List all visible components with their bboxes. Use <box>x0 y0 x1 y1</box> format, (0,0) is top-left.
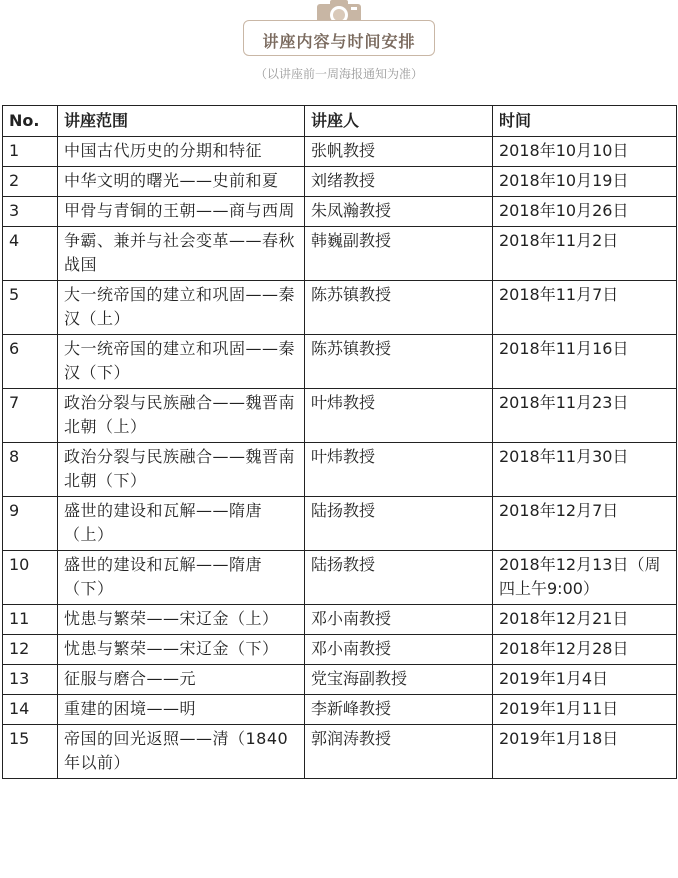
cell-speaker: 邓小南教授 <box>305 635 493 665</box>
cell-speaker: 刘绪教授 <box>305 167 493 197</box>
cell-no: 1 <box>3 137 58 167</box>
cell-topic: 中华文明的曙光——史前和夏 <box>58 167 305 197</box>
cell-time: 2018年11月2日 <box>493 227 677 281</box>
cell-no: 3 <box>3 197 58 227</box>
table-row <box>3 137 677 167</box>
cell-time: 2019年1月11日 <box>493 695 677 725</box>
cell-no: 14 <box>3 695 58 725</box>
cell-topic: 盛世的建设和瓦解——隋唐（上） <box>58 497 305 551</box>
header <box>0 0 678 90</box>
cell-speaker: 李新峰教授 <box>305 695 493 725</box>
table-row <box>3 551 677 605</box>
cell-no: 2 <box>3 167 58 197</box>
cell-topic: 重建的困境——明 <box>58 695 305 725</box>
cell-topic: 忧患与繁荣——宋辽金（下） <box>58 635 305 665</box>
cell-speaker: 陆扬教授 <box>305 551 493 605</box>
cell-topic: 大一统帝国的建立和巩固——秦汉（下） <box>58 335 305 389</box>
cell-no: 13 <box>3 665 58 695</box>
cell-topic: 中国古代历史的分期和特征 <box>58 137 305 167</box>
cell-time: 2019年1月18日 <box>493 725 677 779</box>
cell-time: 2018年10月19日 <box>493 167 677 197</box>
cell-speaker: 邓小南教授 <box>305 605 493 635</box>
cell-no: 6 <box>3 335 58 389</box>
table-row <box>3 665 677 695</box>
page-title: 讲座内容与时间安排 <box>262 32 416 51</box>
cell-no: 9 <box>3 497 58 551</box>
table-row <box>3 389 677 443</box>
cell-no: 4 <box>3 227 58 281</box>
cell-topic: 政治分裂与民族融合——魏晋南北朝（上） <box>58 389 305 443</box>
cell-topic: 忧患与繁荣——宋辽金（上） <box>58 605 305 635</box>
column-header-speaker: 讲座人 <box>305 106 493 137</box>
column-header-no: No. <box>3 106 58 137</box>
schedule-table <box>2 105 677 779</box>
cell-speaker: 叶炜教授 <box>305 443 493 497</box>
cell-no: 15 <box>3 725 58 779</box>
cell-time: 2018年11月7日 <box>493 281 677 335</box>
cell-topic: 大一统帝国的建立和巩固——秦汉（上） <box>58 281 305 335</box>
cell-speaker: 叶炜教授 <box>305 389 493 443</box>
table-row <box>3 281 677 335</box>
cell-topic: 盛世的建设和瓦解——隋唐（下） <box>58 551 305 605</box>
cell-time: 2018年12月21日 <box>493 605 677 635</box>
cell-time: 2018年11月30日 <box>493 443 677 497</box>
subtitle-note: （以讲座前一周海报通知为准） <box>254 67 423 81</box>
table-row <box>3 497 677 551</box>
cell-topic: 争霸、兼并与社会变革——春秋战国 <box>58 227 305 281</box>
table-row <box>3 227 677 281</box>
cell-no: 10 <box>3 551 58 605</box>
cell-time: 2018年12月28日 <box>493 635 677 665</box>
cell-no: 7 <box>3 389 58 443</box>
cell-time: 2018年12月13日（周四上午9:00） <box>493 551 677 605</box>
table-header-row <box>3 106 677 137</box>
column-header-topic: 讲座范围 <box>58 106 305 137</box>
cell-time: 2018年11月23日 <box>493 389 677 443</box>
table-row <box>3 443 677 497</box>
table-row <box>3 605 677 635</box>
table-row <box>3 167 677 197</box>
cell-no: 5 <box>3 281 58 335</box>
cell-speaker: 陆扬教授 <box>305 497 493 551</box>
table-row <box>3 695 677 725</box>
cell-speaker: 韩巍副教授 <box>305 227 493 281</box>
cell-topic: 征服与磨合——元 <box>58 665 305 695</box>
title-frame <box>243 20 435 56</box>
cell-speaker: 陈苏镇教授 <box>305 281 493 335</box>
table-row <box>3 725 677 779</box>
table-row <box>3 335 677 389</box>
cell-topic: 政治分裂与民族融合——魏晋南北朝（下） <box>58 443 305 497</box>
cell-speaker: 朱凤瀚教授 <box>305 197 493 227</box>
table-row <box>3 197 677 227</box>
cell-topic: 帝国的回光返照——清（1840年以前） <box>58 725 305 779</box>
cell-time: 2019年1月4日 <box>493 665 677 695</box>
cell-topic: 甲骨与青铜的王朝——商与西周 <box>58 197 305 227</box>
table-row <box>3 635 677 665</box>
column-header-time: 时间 <box>493 106 677 137</box>
cell-speaker: 陈苏镇教授 <box>305 335 493 389</box>
cell-no: 12 <box>3 635 58 665</box>
cell-time: 2018年10月10日 <box>493 137 677 167</box>
cell-time: 2018年10月26日 <box>493 197 677 227</box>
cell-speaker: 党宝海副教授 <box>305 665 493 695</box>
cell-time: 2018年12月7日 <box>493 497 677 551</box>
cell-speaker: 郭润涛教授 <box>305 725 493 779</box>
cell-no: 11 <box>3 605 58 635</box>
cell-time: 2018年11月16日 <box>493 335 677 389</box>
cell-speaker: 张帆教授 <box>305 137 493 167</box>
cell-no: 8 <box>3 443 58 497</box>
